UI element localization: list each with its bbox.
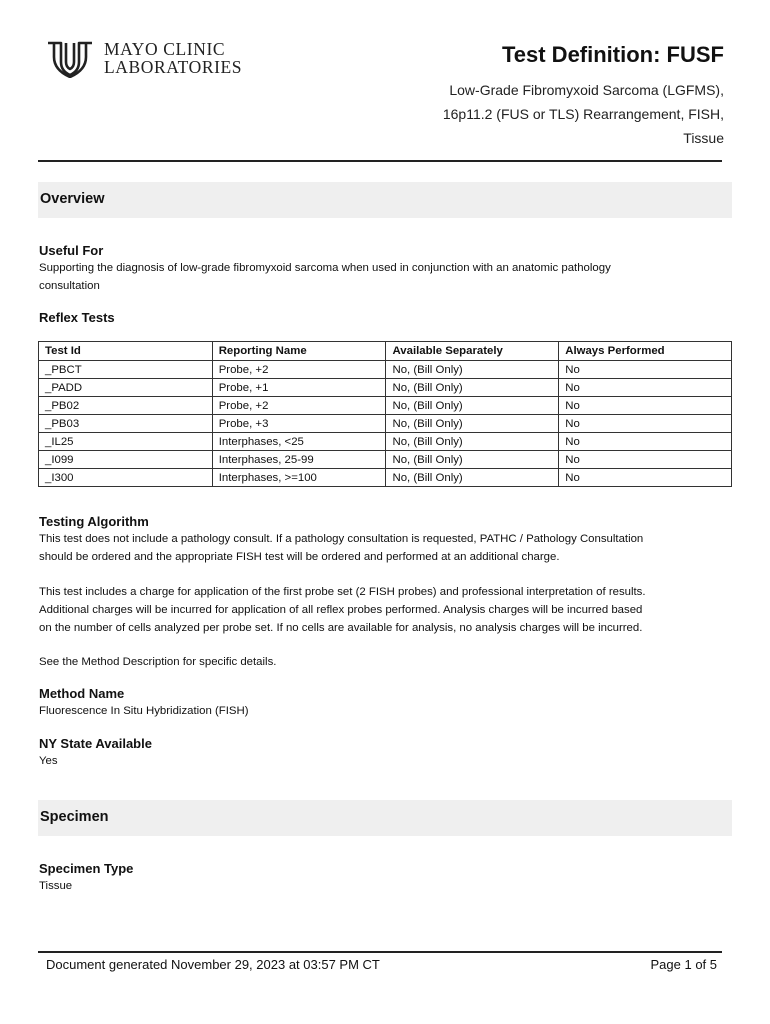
footer-divider xyxy=(38,951,722,953)
testing-algorithm-paragraph-2 xyxy=(39,583,739,637)
column-header: Always Performed xyxy=(559,342,732,361)
table-cell: _PBCT xyxy=(39,361,213,379)
table-cell: No xyxy=(559,433,732,451)
table-cell: No xyxy=(559,451,732,469)
useful-for-line-2: consultation xyxy=(39,280,100,292)
specimen-type-value: Tissue xyxy=(39,880,73,892)
table-row xyxy=(39,415,732,433)
table-cell: Probe, +1 xyxy=(212,379,386,397)
ny-state-value: Yes xyxy=(39,755,58,767)
ny-state-heading: NY State Available xyxy=(39,736,152,751)
table-cell: _I300 xyxy=(39,469,213,487)
table-row xyxy=(39,397,732,415)
testing-algorithm-heading: Testing Algorithm xyxy=(39,514,149,529)
table-cell: No xyxy=(559,397,732,415)
table-cell: No, (Bill Only) xyxy=(386,433,559,451)
text-line: on the number of cells analyzed per probe set. If no cells are available for analysis, no analysis charges will be incurred. xyxy=(39,622,643,634)
table-cell: _IL25 xyxy=(39,433,213,451)
table-row xyxy=(39,379,732,397)
reflex-tests-table xyxy=(38,341,732,487)
useful-for-heading: Useful For xyxy=(39,243,104,258)
table-cell: Interphases, <25 xyxy=(212,433,386,451)
table-cell: Interphases, >=100 xyxy=(212,469,386,487)
logo-line-2: LABORATORIES xyxy=(104,57,243,77)
table-header-row xyxy=(39,342,732,361)
table-cell: No, (Bill Only) xyxy=(386,415,559,433)
table-cell: Interphases, 25-99 xyxy=(212,451,386,469)
testing-algorithm-paragraph-3: See the Method Description for specific details. xyxy=(39,656,277,668)
text-line: should be ordered and the appropriate FISH test will be ordered and performed at an additional charge. xyxy=(39,551,560,563)
testing-algorithm-paragraph-1 xyxy=(39,530,739,566)
column-header: Reporting Name xyxy=(212,342,386,361)
text-line: This test includes a charge for application of the first probe set (2 FISH probes) and professional interpretation of results. xyxy=(39,586,646,598)
table-cell: No, (Bill Only) xyxy=(386,361,559,379)
reflex-tests-heading: Reflex Tests xyxy=(39,310,115,325)
table-cell: No, (Bill Only) xyxy=(386,451,559,469)
column-header: Test Id xyxy=(39,342,213,361)
table-cell: No, (Bill Only) xyxy=(386,469,559,487)
document-title: Test Definition: FUSF xyxy=(501,42,724,67)
mayo-shield-icon xyxy=(46,40,94,78)
table-cell: No, (Bill Only) xyxy=(386,397,559,415)
table-cell: No, (Bill Only) xyxy=(386,379,559,397)
generated-timestamp: Document generated November 29, 2023 at 03:57 PM CT xyxy=(46,957,380,972)
table-row xyxy=(39,469,732,487)
table-cell: Probe, +2 xyxy=(212,397,386,415)
column-header: Available Separately xyxy=(386,342,559,361)
logo-line-1: MAYO CLINIC xyxy=(104,39,226,59)
overview-section-title: Overview xyxy=(40,191,105,207)
useful-for-text xyxy=(39,259,739,295)
overview-section-header xyxy=(38,182,732,218)
table-cell: _PB02 xyxy=(39,397,213,415)
table-cell: _PADD xyxy=(39,379,213,397)
table-cell: No xyxy=(559,415,732,433)
table-cell: No xyxy=(559,361,732,379)
subtitle-line-1: Low-Grade Fibromyxoid Sarcoma (LGFMS), xyxy=(449,82,724,98)
header-divider xyxy=(38,160,722,162)
specimen-section-title: Specimen xyxy=(40,809,109,825)
table-cell: No xyxy=(559,379,732,397)
subtitle-line-2: 16p11.2 (FUS or TLS) Rearrangement, FISH, xyxy=(442,106,724,122)
table-cell: _PB03 xyxy=(39,415,213,433)
table-cell: Probe, +2 xyxy=(212,361,386,379)
mayo-clinic-logo xyxy=(46,40,242,78)
table-row xyxy=(39,361,732,379)
table-cell: _I099 xyxy=(39,451,213,469)
table-row xyxy=(39,451,732,469)
specimen-section-header xyxy=(38,800,732,836)
method-name-value: Fluorescence In Situ Hybridization (FISH) xyxy=(39,705,249,717)
text-line: Additional charges will be incurred for application of all reflex probes performed. Analysis charges will be incurred based xyxy=(39,604,643,616)
useful-for-line-1: Supporting the diagnosis of low-grade fibromyxoid sarcoma when used in conjunction with an anatomic pathology xyxy=(39,262,611,274)
text-line: This test does not include a pathology consult. If a pathology consultation is requested, PATHC / Pathology Consultation xyxy=(39,533,644,545)
page-number: Page 1 of 5 xyxy=(650,957,717,972)
table-row xyxy=(39,433,732,451)
method-name-heading: Method Name xyxy=(39,686,125,701)
table-cell: No xyxy=(559,469,732,487)
subtitle-line-3: Tissue xyxy=(683,130,724,146)
table-cell: Probe, +3 xyxy=(212,415,386,433)
title-block xyxy=(304,42,724,150)
specimen-type-heading: Specimen Type xyxy=(39,861,134,876)
